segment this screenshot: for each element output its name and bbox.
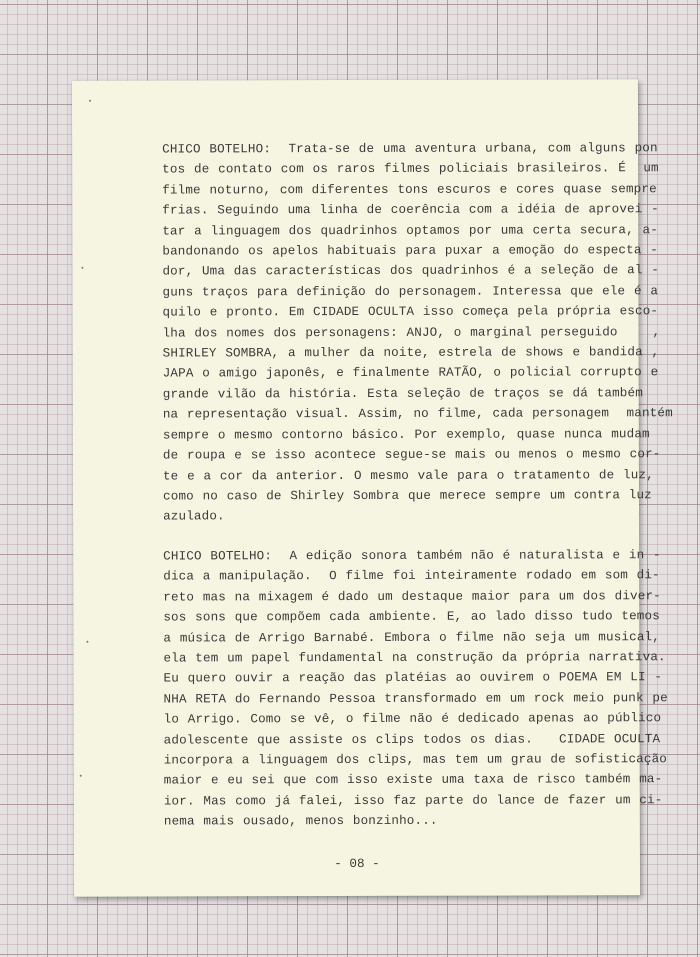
text-line: ior. Mas como já falei, isso faz parte do lance de fazer um ci- [163,793,663,809]
text-line: quilo e pronto. Em CIDADE OCULTA isso começa pela própria esco- [162,304,659,320]
text-line: JAPA o amigo japonês, e finalmente RATÃO, o policial corrupto e [162,365,659,381]
text-line: sos sons que compõem cada ambiente. E, ao lado disso tudo temos [163,609,660,625]
text-line: sempre o mesmo contorno básico. Por exemplo, quase nunca mudam [162,426,650,443]
text-line: SHIRLEY SOMBRA, a mulher da noite, estrela de shows e bandida , [162,345,660,361]
text-line: frias. Seguindo uma linha de coerência com a idéia de aprovei - [162,202,659,218]
text-line: bandonando os apelos habituais para puxar a emoção do especta - [162,243,658,259]
text-line: incorpora a linguagem dos clips, mas tem um grau de sofisticação [163,752,668,768]
interview-answer-1 [162,138,673,527]
text-line: reto mas na mixagem é dado um destaque maior para um dos diver- [163,589,661,605]
text-line: como no caso de Shirley Sombra que merece sempre um contra luz [163,488,652,504]
text-line: lo Arrigo. Como se vê, o filme não é dedicado apenas ao público [163,711,662,727]
text-line: Eu quero ouvir a reação das platéias ao ouvirem o POEMA EM LI - [163,670,663,686]
text-line: tos de contato com os raros filmes policiais brasileiros. É um [162,161,659,177]
text-line: adolescente que assiste os clips todos os dias. CIDADE OCULTA [163,731,661,748]
text-line: dor, Uma das características dos quadrinhos é a seleção de al - [162,263,660,279]
text-line: grande vilão da história. Esta seleção de traços se dá também [162,386,643,402]
text-line: nema mais ousado, menos bonzinho... [163,814,438,829]
text-line: na representação visual. Assim, no filme, cada personagem mantém [162,406,673,422]
text-line: lha dos nomes dos personagens: ANJO, o marginal perseguido , [162,324,661,341]
text-line: NHA RETA do Fernando Pessoa transformado em um rock meio punk pe [163,691,668,707]
text-line: azulado. [163,509,225,524]
paper-speck [89,100,91,102]
paper-speck [81,267,83,269]
text-line: CHICO BOTELHO: A edição sonora também não é naturalista e in - [163,548,661,564]
page-number: - 08 - [334,856,380,872]
text-line: dica a manipulação. O filme foi inteiramente rodado em som di- [163,568,660,584]
typewritten-page [72,79,673,896]
text-line: a música de Arrigo Barnabé. Embora o filme não seja um musical, [163,629,660,646]
text-line: filme noturno, com diferentes tons escuros e cores quase sempre [162,182,657,198]
paper-speck [86,641,88,643]
text-line: ela tem um papel fundamental na construção da própria narrativa. [163,650,666,666]
text-line: te e a cor da anterior. O mesmo vale para o tratamento de luz, [162,467,654,484]
interview-answer-2 [163,545,668,832]
text-line: tar a linguagem dos quadrinhos optamos por uma certa secura, a- [162,222,658,239]
text-line: maior e eu sei que com isso existe uma taxa de risco também ma- [163,772,663,788]
text-line: guns traços para definição do personagem. Interessa que ele é a [162,284,659,300]
text-line: de roupa e se isso acontece segue-se mais ou menos o mesmo cor- [162,447,661,463]
paper-speck [80,775,82,777]
text-line: CHICO BOTELHO: Trata-se de uma aventura urbana, com alguns pon [162,141,658,157]
